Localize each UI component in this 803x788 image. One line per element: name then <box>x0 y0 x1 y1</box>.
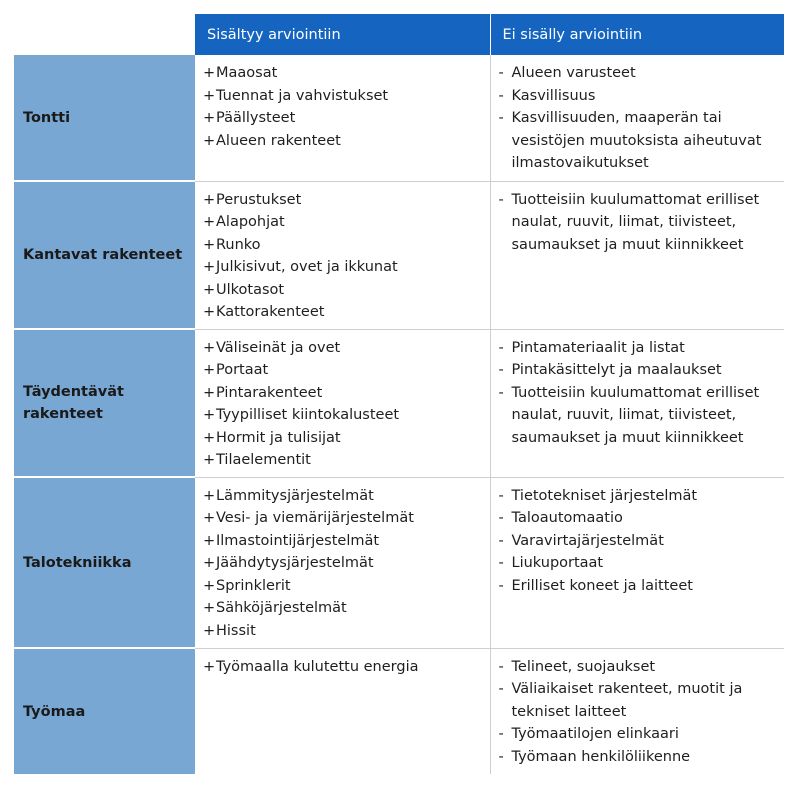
plus-marker: + <box>203 555 216 572</box>
item-text: Portaat <box>216 362 269 379</box>
item-text: Sähköjärjestelmät <box>216 600 347 617</box>
excluded-cell <box>490 477 784 648</box>
table-row <box>14 477 784 648</box>
plus-marker: + <box>203 600 216 617</box>
included-list <box>203 485 482 643</box>
item-text: Lämmitysjärjestelmät <box>216 487 374 504</box>
dash-marker: - <box>498 532 504 549</box>
list-item <box>499 189 777 257</box>
item-text: Pintamateriaalit ja listat <box>511 339 685 356</box>
item-text: Jäähdytysjärjestelmät <box>216 555 374 572</box>
plus-marker: + <box>203 362 216 379</box>
list-item <box>499 107 777 175</box>
included-cell <box>195 55 490 181</box>
list-item <box>499 552 777 575</box>
item-text: Pintakäsittelyt ja maalaukset <box>511 362 722 379</box>
included-list <box>203 62 482 152</box>
included-list <box>203 337 482 473</box>
list-item <box>499 359 777 382</box>
item-text: Kattorakenteet <box>216 304 325 321</box>
item-text: Päällysteet <box>216 110 296 127</box>
excluded-list <box>499 189 777 257</box>
list-item <box>203 656 482 679</box>
item-text: Väliseinät ja ovet <box>216 339 341 356</box>
plus-marker: + <box>203 281 216 298</box>
item-text: Tietotekniset järjestelmät <box>511 487 698 504</box>
plus-marker: + <box>203 259 216 276</box>
dash-marker: - <box>498 110 504 127</box>
included-list <box>203 656 482 679</box>
list-item <box>203 620 482 643</box>
dash-marker: - <box>498 658 504 675</box>
list-item <box>203 301 482 324</box>
category-cell: Työmaa <box>14 648 195 774</box>
assessment-scope-table <box>14 14 784 774</box>
item-text: Työmaatilojen elinkaari <box>511 726 679 743</box>
category-cell: Kantavat rakenteet <box>14 181 195 329</box>
list-item <box>203 234 482 257</box>
included-cell <box>195 477 490 648</box>
header-included: Sisältyy arviointiin <box>195 14 490 55</box>
item-text: Liukuportaat <box>511 555 604 572</box>
plus-marker: + <box>203 510 216 527</box>
list-item <box>203 211 482 234</box>
plus-marker: + <box>203 452 216 469</box>
item-text: Ilmastointijärjestelmät <box>216 532 380 549</box>
plus-marker: + <box>203 65 216 81</box>
list-item <box>499 656 777 679</box>
list-item <box>499 85 777 108</box>
item-text: Työmaalla kulutettu energia <box>216 658 419 675</box>
plus-marker: + <box>203 623 216 640</box>
table-row <box>14 55 784 181</box>
table-row <box>14 329 784 477</box>
item-text: Varavirtajärjestelmät <box>511 532 664 549</box>
item-text: Alueen rakenteet <box>216 132 341 149</box>
dash-marker: - <box>498 65 504 81</box>
dash-marker: - <box>498 384 504 401</box>
list-item <box>203 552 482 575</box>
list-item <box>203 382 482 405</box>
table-row <box>14 648 784 774</box>
list-item <box>499 507 777 530</box>
list-item <box>203 575 482 598</box>
item-text: Telineet, suojaukset <box>511 658 656 675</box>
list-item <box>499 382 777 450</box>
category-cell: Talotekniikka <box>14 477 195 648</box>
list-item <box>203 449 482 472</box>
dash-marker: - <box>498 487 504 504</box>
item-text: Tuennat ja vahvistukset <box>216 87 389 104</box>
item-text: Tyypilliset kiintokalusteet <box>216 407 400 424</box>
item-text: Vesi- ja viemärijärjestelmät <box>216 510 414 527</box>
dash-marker: - <box>498 87 504 104</box>
item-text: Hormit ja tulisijat <box>216 429 341 446</box>
plus-marker: + <box>203 487 216 504</box>
plus-marker: + <box>203 304 216 321</box>
dash-marker: - <box>498 577 504 594</box>
list-item <box>203 404 482 427</box>
item-text: Runko <box>216 236 261 253</box>
item-text: Julkisivut, ovet ja ikkunat <box>216 259 398 276</box>
list-item <box>203 189 482 212</box>
plus-marker: + <box>203 532 216 549</box>
excluded-list <box>499 485 777 598</box>
header-corner-cell <box>14 14 195 55</box>
item-text: Alueen varusteet <box>511 65 636 81</box>
table-row <box>14 181 784 329</box>
category-cell: Täydentävät rakenteet <box>14 329 195 477</box>
table-header-row <box>14 14 784 55</box>
item-text: Tuotteisiin kuulumattomat erilliset naulat, ruuvit, liimat, tiivisteet, saumaukset ja muut kiinnikkeet <box>511 384 760 446</box>
list-item <box>499 485 777 508</box>
plus-marker: + <box>203 214 216 231</box>
item-text: Alapohjat <box>216 214 285 231</box>
plus-marker: + <box>203 339 216 356</box>
list-item <box>499 723 777 746</box>
list-item <box>203 107 482 130</box>
item-text: Perustukset <box>216 191 302 208</box>
excluded-cell <box>490 329 784 477</box>
item-text: Maaosat <box>216 65 278 81</box>
list-item <box>499 62 777 85</box>
item-text: Hissit <box>216 623 256 640</box>
item-text: Työmaan henkilöliikenne <box>511 748 691 765</box>
list-item <box>499 337 777 360</box>
list-item <box>499 746 777 769</box>
list-item <box>203 427 482 450</box>
dash-marker: - <box>498 681 504 698</box>
item-text: Kasvillisuus <box>511 87 596 104</box>
list-item <box>203 530 482 553</box>
list-item <box>499 678 777 723</box>
plus-marker: + <box>203 87 216 104</box>
dash-marker: - <box>498 191 504 208</box>
plus-marker: + <box>203 384 216 401</box>
list-item <box>203 62 482 85</box>
item-text: Pintarakenteet <box>216 384 323 401</box>
plus-marker: + <box>203 191 216 208</box>
item-text: Taloautomaatio <box>511 510 623 527</box>
item-text: Väliaikaiset rakenteet, muotit ja tekniset laitteet <box>511 681 743 720</box>
dash-marker: - <box>498 748 504 765</box>
excluded-cell <box>490 181 784 329</box>
dash-marker: - <box>498 339 504 356</box>
included-list <box>203 189 482 325</box>
list-item <box>203 130 482 153</box>
item-text: Tuotteisiin kuulumattomat erilliset naulat, ruuvit, liimat, tiivisteet, saumaukset ja muut kiinnikkeet <box>511 191 760 253</box>
list-item <box>203 485 482 508</box>
dash-marker: - <box>498 362 504 379</box>
list-item <box>203 279 482 302</box>
plus-marker: + <box>203 110 216 127</box>
list-item <box>499 530 777 553</box>
item-text: Kasvillisuuden, maaperän tai vesistöjen muutoksista aiheutuvat ilmastovaikutukset <box>511 110 762 172</box>
dash-marker: - <box>498 726 504 743</box>
included-cell <box>195 648 490 774</box>
plus-marker: + <box>203 577 216 594</box>
item-text: Tilaelementit <box>216 452 311 469</box>
excluded-list <box>499 62 777 175</box>
excluded-cell <box>490 648 784 774</box>
list-item <box>203 256 482 279</box>
item-text: Sprinklerit <box>216 577 291 594</box>
list-item <box>203 359 482 382</box>
header-excluded: Ei sisälly arviointiin <box>490 14 784 55</box>
list-item <box>499 575 777 598</box>
list-item <box>203 507 482 530</box>
item-text: Ulkotasot <box>216 281 285 298</box>
category-cell: Tontti <box>14 55 195 181</box>
plus-marker: + <box>203 658 216 675</box>
plus-marker: + <box>203 236 216 253</box>
list-item <box>203 597 482 620</box>
dash-marker: - <box>498 510 504 527</box>
plus-marker: + <box>203 429 216 446</box>
list-item <box>203 337 482 360</box>
excluded-list <box>499 337 777 450</box>
included-cell <box>195 329 490 477</box>
item-text: Erilliset koneet ja laitteet <box>511 577 693 594</box>
included-cell <box>195 181 490 329</box>
plus-marker: + <box>203 132 216 149</box>
excluded-list <box>499 656 777 769</box>
plus-marker: + <box>203 407 216 424</box>
table-body <box>14 55 784 774</box>
excluded-cell <box>490 55 784 181</box>
list-item <box>203 85 482 108</box>
dash-marker: - <box>498 555 504 572</box>
